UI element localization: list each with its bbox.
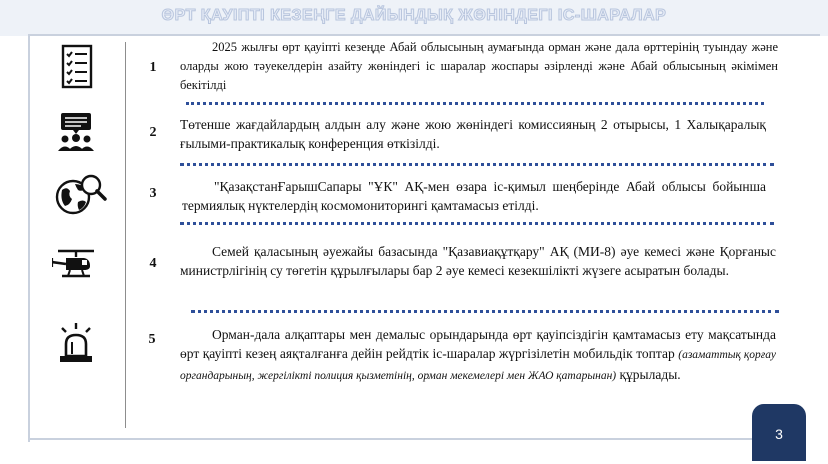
- item-number-2: 2: [149, 125, 157, 140]
- item-number-4: 4: [149, 256, 157, 271]
- item-text-5-end: құрылады.: [619, 367, 681, 382]
- divider-1: [186, 102, 764, 105]
- meeting-icon: [56, 112, 96, 152]
- item-text-5: [180, 325, 776, 386]
- item-text-5-main: Орман-дала алқаптары мен демалыс орындарында өрт қауіпсіздігін қамтамасыз ету мақсатында өрт қауіпті кезең аяқталғанға дейін рейдтік іс-шаралар жүргізілетін мобильдік топтар: [180, 327, 776, 361]
- item-text-3: "ҚазақстанҒарышСапары "ҰК" АҚ-мен өзара іс-қимыл шеңберінде Абай облысы бойынша термиялық нүктелердің космомониторингі қамтамасыз етілді.: [182, 179, 766, 213]
- item-number-5: 5: [148, 332, 156, 347]
- divider-2: [180, 163, 774, 166]
- item-text-1: 2025 жылғы өрт қауіпті кезеңде Абай облысының аумағында орман және дала өрттерінің туындау және оларды жою тәуекелдерін азайту жөніндегі іс шаралар жоспары әзірленді және Абай облысының әкімімен бекітілді: [180, 40, 778, 92]
- divider-4: [191, 310, 779, 313]
- siren-icon: [54, 322, 98, 364]
- item-text-5-italic: (азаматтық қорғау органдарының, жергілікті полиция қызметінің, орман мекемелері мен ЖАО қатарынан): [180, 349, 776, 382]
- helicopter-icon: [52, 248, 100, 282]
- vertical-rule: [125, 42, 126, 428]
- checklist-icon: [55, 44, 99, 90]
- item-text-4: Семей қаласының әуежайы базасында "Қазавиақұтқару" АҚ (МИ-8) әуе кемесі және Қорғаныс министрлігінің су төгетін құрылғылары бар 2 әуе кемесі кезекшілікті жүзеге асыратын болады.: [180, 244, 776, 278]
- item-number-3: 3: [149, 186, 157, 201]
- panel-bottom-border: [28, 438, 768, 440]
- item-text-2: Төтенше жағдайлардың алдын алу және жою жөніндегі комиссияның 2 отырысы, 1 Халықаралық ғылыми-практикалық конференция өткізілді.: [180, 117, 766, 151]
- divider-3: [180, 222, 774, 225]
- page-number-badge: 3: [752, 404, 806, 461]
- page-title: ӨРТ ҚАУІПТІ КЕЗЕҢГЕ ДАЙЫНДЫҚ ЖӨНІНДЕГІ ІС-ШАРАЛАР: [161, 7, 667, 24]
- item-number-1: 1: [149, 60, 157, 75]
- globe-search-icon: [54, 172, 108, 216]
